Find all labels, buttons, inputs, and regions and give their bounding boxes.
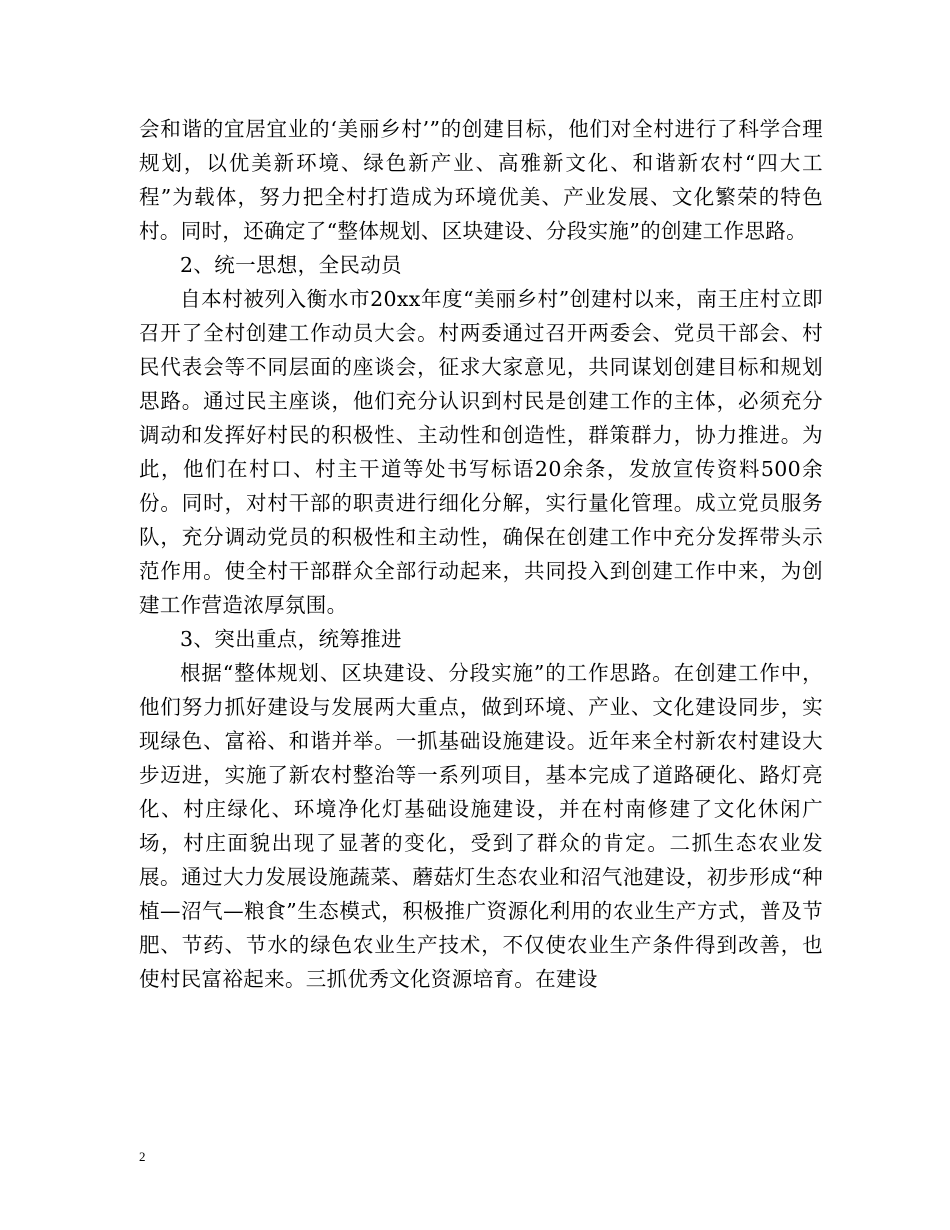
section-heading-2: 2、统一思想，全民动员 xyxy=(180,253,402,277)
section-heading-3: 3、突出重点，统筹推进 xyxy=(180,627,402,651)
page-body xyxy=(139,112,823,996)
paragraph-mobilization: 自本村被列入衡水市20xx年度“美丽乡村”创建村以来，南王庄村立即召开了全村创建工作动员大会。村两委通过召开两委会、党员干部会、村民代表会等不同层面的座谈会，征求大家意见，共同谋划创建目标和规划思路。通过民主座谈，他们充分认识到村民是创建工作的主体，必须充分调动和发挥好村民的积极性、主动性和创造性，群策群力，协力推进。为此，他们在村口、村主干道等处书写标语20余条，发放宣传资料500余份。同时，对村干部的职责进行细化分解，实行量化管理。成立党员服务队，充分调动党员的积极性和主动性，确保在创建工作中充分发挥带头示范作用。使全村干部群众全部行动起来，共同投入到创建工作中来，为创建工作营造浓厚氛围。 xyxy=(139,287,823,617)
paragraph-key-points: 根据“整体规划、区块建设、分段实施”的工作思路。在创建工作中，他们努力抓好建设与发展两大重点，做到环境、产业、文化建设同步，实现绿色、富裕、和谐并举。一抓基础设施建设。近年来全村新农村建设大步迈进，实施了新农村整治等一系列项目，基本完成了道路硬化、路灯亮化、村庄绿化、环境净化灯基础设施建设，并在村南修建了文化休闲广场，村庄面貌出现了显著的变化，受到了群众的肯定。二抓生态农业发展。通过大力发展设施蔬菜、蘑菇灯生态农业和沼气池建设，初步形成“种植—沼气—粮食”生态模式，积极推广资源化利用的农业生产方式，普及节肥、节药、节水的绿色农业生产技术，不仅使农业生产条件得到改善，也使村民富裕起来。三抓优秀文化资源培育。在建设 xyxy=(139,661,823,991)
page-number: 2 xyxy=(139,1149,146,1164)
paragraph-continuation: 会和谐的宜居宜业的‘美丽乡村’”的创建目标，他们对全村进行了科学合理规划，以优美新环境、绿色新产业、高雅新文化、和谐新农村“四大工程”为载体，努力把全村打造成为环境优美、产业发展、文化繁荣的特色村。同时，还确定了“整体规划、区块建设、分段实施”的创建工作思路。 xyxy=(139,117,823,243)
